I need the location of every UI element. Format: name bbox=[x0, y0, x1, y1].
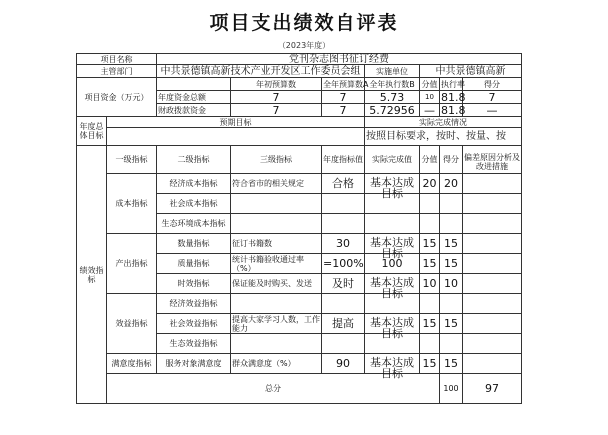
indicator-score bbox=[440, 334, 463, 354]
indicator-header-value: 分值 bbox=[420, 146, 440, 174]
indicator-l2: 质量指标 bbox=[157, 254, 231, 274]
indicator-score bbox=[440, 194, 463, 214]
indicator-deviation bbox=[463, 294, 522, 314]
funds-header-blank bbox=[157, 78, 231, 91]
indicator-score: 15 bbox=[440, 234, 463, 254]
funds-row-fiscal-initial: 7 bbox=[231, 104, 322, 117]
indicator-target: =100% bbox=[322, 254, 365, 274]
funds-header-score: 得分 bbox=[463, 78, 522, 91]
indicator-header-deviation: 偏差原因分析及改进措施 bbox=[463, 146, 522, 174]
indicator-l2: 经济成本指标 bbox=[157, 174, 231, 194]
indicator-l2: 时效指标 bbox=[157, 274, 231, 294]
indicator-deviation bbox=[463, 194, 522, 214]
goal-expected-label: 预期目标 bbox=[107, 117, 365, 128]
funds-row-total-label: 年度资金总额 bbox=[157, 91, 231, 104]
indicator-deviation bbox=[463, 334, 522, 354]
indicator-actual: 基本达成目标 bbox=[365, 314, 420, 334]
indicator-value: 15 bbox=[420, 254, 440, 274]
indicator-actual: 基本达成目标 bbox=[365, 274, 420, 294]
indicator-score bbox=[440, 294, 463, 314]
indicator-l1-benefit: 效益指标 bbox=[107, 294, 157, 354]
indicator-value bbox=[420, 214, 440, 234]
indicator-target: 合格 bbox=[322, 174, 365, 194]
document-title: 项目支出绩效自评表 bbox=[209, 12, 399, 34]
indicator-value: 15 bbox=[420, 234, 440, 254]
indicator-actual: 基本达成目标 bbox=[365, 234, 420, 254]
project-name-label: 项目名称 bbox=[77, 54, 157, 65]
funds-header-initial: 年初预算数 bbox=[231, 78, 322, 91]
indicator-target bbox=[322, 214, 365, 234]
indicator-l3: 统计书籍验收通过率（%） bbox=[231, 254, 322, 274]
indicator-score: 10 bbox=[440, 274, 463, 294]
indicator-deviation bbox=[463, 314, 522, 334]
funds-label: 项目资金（万元） bbox=[77, 78, 157, 117]
goal-expected-text bbox=[107, 128, 365, 146]
funds-header-full: 全年预算数A bbox=[323, 79, 369, 89]
indicator-l1-output: 产出指标 bbox=[107, 234, 157, 294]
funds-row-fiscal-label: 财政拨款资金 bbox=[157, 104, 231, 117]
indicator-target bbox=[322, 294, 365, 314]
indicator-value bbox=[420, 194, 440, 214]
funds-row-fiscal-score: — bbox=[463, 104, 522, 117]
funds-row-fiscal-rate: 81.8 bbox=[441, 103, 466, 117]
funds-row-fiscal-exec: 5.72956 bbox=[365, 104, 420, 117]
indicator-value: 10 bbox=[420, 274, 440, 294]
indicator-l2: 社会成本指标 bbox=[157, 194, 231, 214]
indicator-section-label: 绩效指标 bbox=[77, 146, 107, 404]
indicator-deviation bbox=[463, 254, 522, 274]
indicator-deviation bbox=[463, 354, 522, 374]
funds-header-exec: 全年执行数B bbox=[365, 78, 420, 91]
funds-row-total-full: 7 bbox=[322, 91, 365, 104]
impl-unit-value: 中共景德镇高新 bbox=[420, 65, 522, 78]
indicator-value bbox=[420, 294, 440, 314]
indicator-score: 15 bbox=[440, 314, 463, 334]
indicator-l2: 数量指标 bbox=[157, 234, 231, 254]
indicator-l3 bbox=[231, 194, 322, 214]
indicator-l3: 征订书籍数 bbox=[231, 234, 322, 254]
funds-row-fiscal-score-value: — bbox=[420, 104, 440, 117]
indicator-actual: 基本达成目标 bbox=[365, 174, 420, 194]
indicator-header-target: 年度指标值 bbox=[322, 146, 365, 174]
indicator-target: 及时 bbox=[322, 274, 365, 294]
total-value: 100 bbox=[440, 374, 463, 404]
goal-label: 年度总体目标 bbox=[77, 117, 107, 146]
indicator-l3: 提高大家学习人数，工作能力 bbox=[232, 314, 320, 333]
funds-row-total-score-value: 10 bbox=[420, 91, 440, 104]
indicator-l3: 群众满意度（%） bbox=[231, 354, 322, 374]
funds-header-rate: 执行率 bbox=[441, 79, 465, 89]
indicator-target: 提高 bbox=[322, 314, 365, 334]
indicator-score: 15 bbox=[440, 254, 463, 274]
indicator-actual: 100 bbox=[365, 254, 420, 274]
project-name-value: 党刊杂志图书征订经费 bbox=[157, 54, 522, 65]
goal-actual-label: 实际完成情况 bbox=[365, 117, 522, 128]
indicator-value: 15 bbox=[420, 354, 440, 374]
indicator-deviation bbox=[463, 234, 522, 254]
indicator-l3 bbox=[231, 214, 322, 234]
funds-row-total-initial: 7 bbox=[231, 91, 322, 104]
total-label: 总分 bbox=[107, 374, 440, 404]
indicator-deviation bbox=[463, 174, 522, 194]
document-year: （2023年度） bbox=[277, 41, 331, 50]
indicator-value: 15 bbox=[420, 314, 440, 334]
funds-row-total-exec: 5.73 bbox=[365, 91, 420, 104]
indicator-score: 15 bbox=[440, 354, 463, 374]
indicator-l2: 生态环境成本指标 bbox=[157, 214, 231, 234]
indicator-l1-cost: 成本指标 bbox=[107, 174, 157, 234]
goal-actual-text: 按照目标要求，按时、按量、按 bbox=[365, 128, 522, 146]
indicator-header-score: 得分 bbox=[440, 146, 463, 174]
funds-header-score-value: 分值 bbox=[421, 79, 438, 89]
evaluation-table bbox=[76, 53, 522, 404]
indicator-header-l1: 一级指标 bbox=[107, 146, 157, 174]
impl-unit-label: 实施单位 bbox=[365, 65, 420, 78]
indicator-l3 bbox=[231, 334, 322, 354]
indicator-target bbox=[322, 334, 365, 354]
total-score: 97 bbox=[463, 374, 522, 404]
dept-value: 中共景德镇高新技术产业开发区工作委员会组 bbox=[157, 65, 365, 78]
indicator-score bbox=[440, 214, 463, 234]
indicator-header-l3: 三级指标 bbox=[231, 146, 322, 174]
indicator-target: 30 bbox=[322, 234, 365, 254]
indicator-header-l2: 二级指标 bbox=[157, 146, 231, 174]
indicator-score: 20 bbox=[440, 174, 463, 194]
indicator-l3: 保证能及时购买、发送 bbox=[231, 274, 322, 294]
dept-label: 主管部门 bbox=[77, 65, 157, 78]
indicator-l3 bbox=[231, 294, 322, 314]
indicator-target bbox=[322, 194, 365, 214]
indicator-deviation bbox=[463, 274, 522, 294]
indicator-target: 90 bbox=[322, 354, 365, 374]
indicator-actual bbox=[365, 214, 420, 234]
funds-row-fiscal-full: 7 bbox=[322, 104, 365, 117]
funds-row-total-score: 7 bbox=[463, 91, 522, 104]
indicator-l2: 社会效益指标 bbox=[157, 314, 231, 334]
indicator-l3: 符合省市的相关规定 bbox=[231, 174, 322, 194]
indicator-l2: 经济效益指标 bbox=[157, 294, 231, 314]
indicator-l1-satisfaction: 满意度指标 bbox=[107, 354, 157, 374]
indicator-value bbox=[420, 334, 440, 354]
indicator-value: 20 bbox=[420, 174, 440, 194]
funds-row-total-rate: 81.8 bbox=[441, 90, 466, 104]
indicator-actual: 基本达成目标 bbox=[365, 354, 420, 374]
indicator-l2: 服务对象满意度 bbox=[157, 354, 231, 374]
indicator-deviation bbox=[463, 214, 522, 234]
indicator-l2: 生态效益指标 bbox=[157, 334, 231, 354]
indicator-header-actual: 实际完成值 bbox=[365, 146, 420, 174]
